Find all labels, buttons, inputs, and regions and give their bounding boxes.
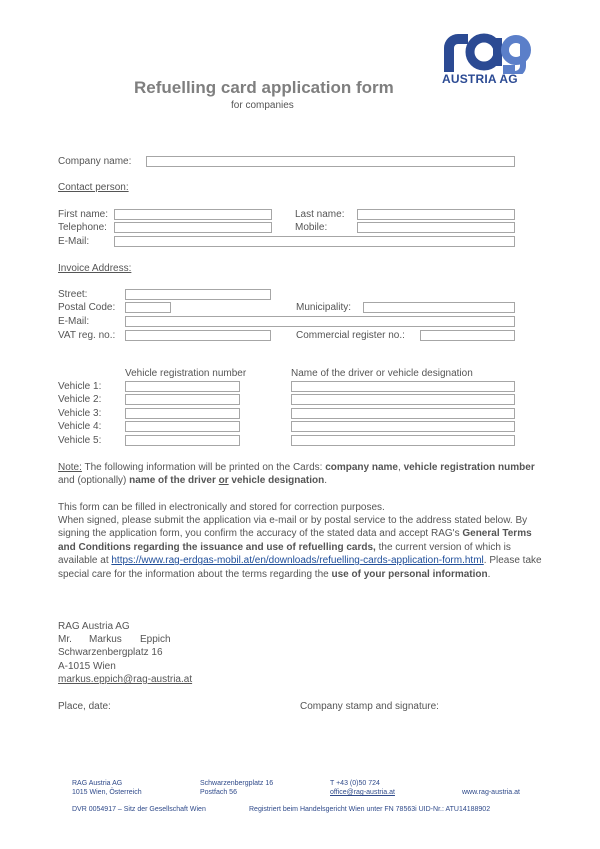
footer-city: 1015 Wien, Österreich — [72, 789, 142, 796]
last-name-label: Last name: — [295, 209, 345, 220]
place-date-label: Place, date: — [58, 701, 111, 712]
footer-company: RAG Austria AG — [72, 780, 123, 787]
vehicle-1-label: Vehicle 1: — [58, 381, 102, 392]
address-first-name: Markus — [89, 634, 122, 645]
note-or: or — [218, 475, 229, 487]
footer-email-link[interactable]: office@rag-austria.at — [330, 789, 395, 796]
vehicle-1-registration-field[interactable] — [125, 381, 240, 392]
vat-label: VAT reg. no.: — [58, 330, 116, 341]
rag-logo-mark — [440, 30, 532, 74]
terms-text: the current version of which is available at — [58, 541, 511, 567]
mobile-field[interactable] — [357, 222, 515, 233]
footer-legal-seat: DVR 0054917 – Sitz der Gesellschaft Wien — [72, 806, 206, 813]
note-text: , — [398, 462, 404, 473]
address-company: RAG Austria AG — [58, 621, 130, 632]
first-name-field[interactable] — [114, 209, 272, 220]
vehicle-3-label: Vehicle 3: — [58, 408, 102, 419]
footer-phone: T +43 (0)50 724 — [330, 780, 380, 787]
last-name-field[interactable] — [357, 209, 515, 220]
vehicle-5-driver-field[interactable] — [291, 435, 515, 446]
municipality-label: Municipality: — [296, 302, 352, 313]
terms-text: When signed, please submit the application via e-mail or by postal service to the address stated below. By signing the application form, you confirm the accuracy of the stated data and accept RAG's — [58, 515, 528, 540]
vehicle-1-driver-field[interactable] — [291, 381, 515, 392]
postal-code-label: Postal Code: — [58, 302, 116, 313]
invoice-email-label: E-Mail: — [58, 316, 90, 327]
municipality-field[interactable] — [363, 302, 515, 313]
stamp-signature-label: Company stamp and signature: — [300, 701, 439, 712]
telephone-field[interactable] — [114, 222, 272, 233]
footer-legal-register: Registriert beim Handelsgericht Wien unter FN 78563i UID-Nr.: ATU14188902 — [249, 806, 491, 813]
first-name-label: First name: — [58, 209, 109, 220]
address-email-link[interactable]: markus.eppich@rag-austria.at — [58, 674, 193, 685]
terms-link[interactable]: https://www.rag-erdgas-mobil.at/en/downloads/refuelling-cards-application-form.html — [111, 555, 484, 567]
street-field[interactable] — [125, 289, 271, 300]
terms-text: . Please take special care for the information about the terms regarding the — [58, 555, 542, 580]
note-vehicle-designation: vehicle designation — [231, 475, 325, 487]
invoice-address-heading: Invoice Address: — [58, 263, 132, 274]
driver-name-header: Name of the driver or vehicle designation — [291, 368, 473, 379]
note-text: The following information will be printed on the Cards: — [81, 462, 326, 473]
footer-website[interactable]: www.rag-austria.at — [462, 789, 520, 796]
note-driver-name: name of the driver — [129, 475, 216, 487]
note-vehicle-registration: vehicle registration number — [403, 462, 535, 473]
note-paragraph — [58, 461, 544, 488]
vehicle-4-driver-field[interactable] — [291, 421, 515, 432]
vehicle-3-driver-field[interactable] — [291, 408, 515, 419]
footer-pobox: Postfach 56 — [200, 789, 237, 796]
invoice-email-field[interactable] — [125, 316, 515, 327]
note-company-name: company name — [325, 462, 398, 473]
street-label: Street: — [58, 289, 88, 300]
vehicle-2-registration-field[interactable] — [125, 394, 240, 405]
commercial-register-field[interactable] — [420, 330, 515, 341]
terms-gtc-bold: General Terms and Conditions regarding the issuance and use of refuelling cards, — [58, 528, 532, 553]
page-title: Refuelling card application form — [134, 78, 394, 97]
vehicle-4-registration-field[interactable] — [125, 421, 240, 432]
vehicle-5-registration-field[interactable] — [125, 435, 240, 446]
vat-field[interactable] — [125, 330, 271, 341]
address-last-name: Eppich — [140, 634, 171, 645]
contact-email-field[interactable] — [114, 236, 515, 247]
commercial-register-label: Commercial register no.: — [296, 330, 405, 341]
address-salutation: Mr. — [58, 634, 72, 645]
address-city: A-1015 Wien — [58, 661, 116, 672]
note-prefix: Note: — [58, 462, 82, 473]
address-street: Schwarzenbergplatz 16 — [58, 647, 163, 658]
terms-text: . — [487, 568, 491, 580]
mobile-label: Mobile: — [295, 222, 328, 233]
postal-code-field[interactable] — [125, 302, 171, 313]
company-name-field[interactable] — [146, 156, 515, 167]
vehicle-3-registration-field[interactable] — [125, 408, 240, 419]
terms-paragraph — [58, 514, 544, 581]
logo-company-text: AUSTRIA AG — [442, 72, 518, 86]
vehicle-4-label: Vehicle 4: — [58, 421, 102, 432]
footer-street: Schwarzenbergplatz 16 — [200, 780, 274, 787]
rag-logo — [440, 30, 532, 90]
terms-personal-info-bold: use of your personal information — [331, 568, 488, 580]
page-subtitle: for companies — [231, 100, 294, 111]
note-text: . — [324, 475, 328, 487]
contact-email-label: E-Mail: — [58, 236, 90, 247]
terms-line-1: This form can be filled in electronically and stored for correction purposes. — [58, 502, 385, 513]
vehicle-2-label: Vehicle 2: — [58, 394, 102, 405]
telephone-label: Telephone: — [58, 222, 107, 233]
company-name-label: Company name: — [58, 156, 132, 167]
contact-person-heading: Contact person: — [58, 182, 129, 193]
note-text: and (optionally) — [58, 475, 130, 487]
vehicle-registration-header: Vehicle registration number — [125, 368, 247, 379]
vehicle-5-label: Vehicle 5: — [58, 435, 102, 446]
vehicle-2-driver-field[interactable] — [291, 394, 515, 405]
